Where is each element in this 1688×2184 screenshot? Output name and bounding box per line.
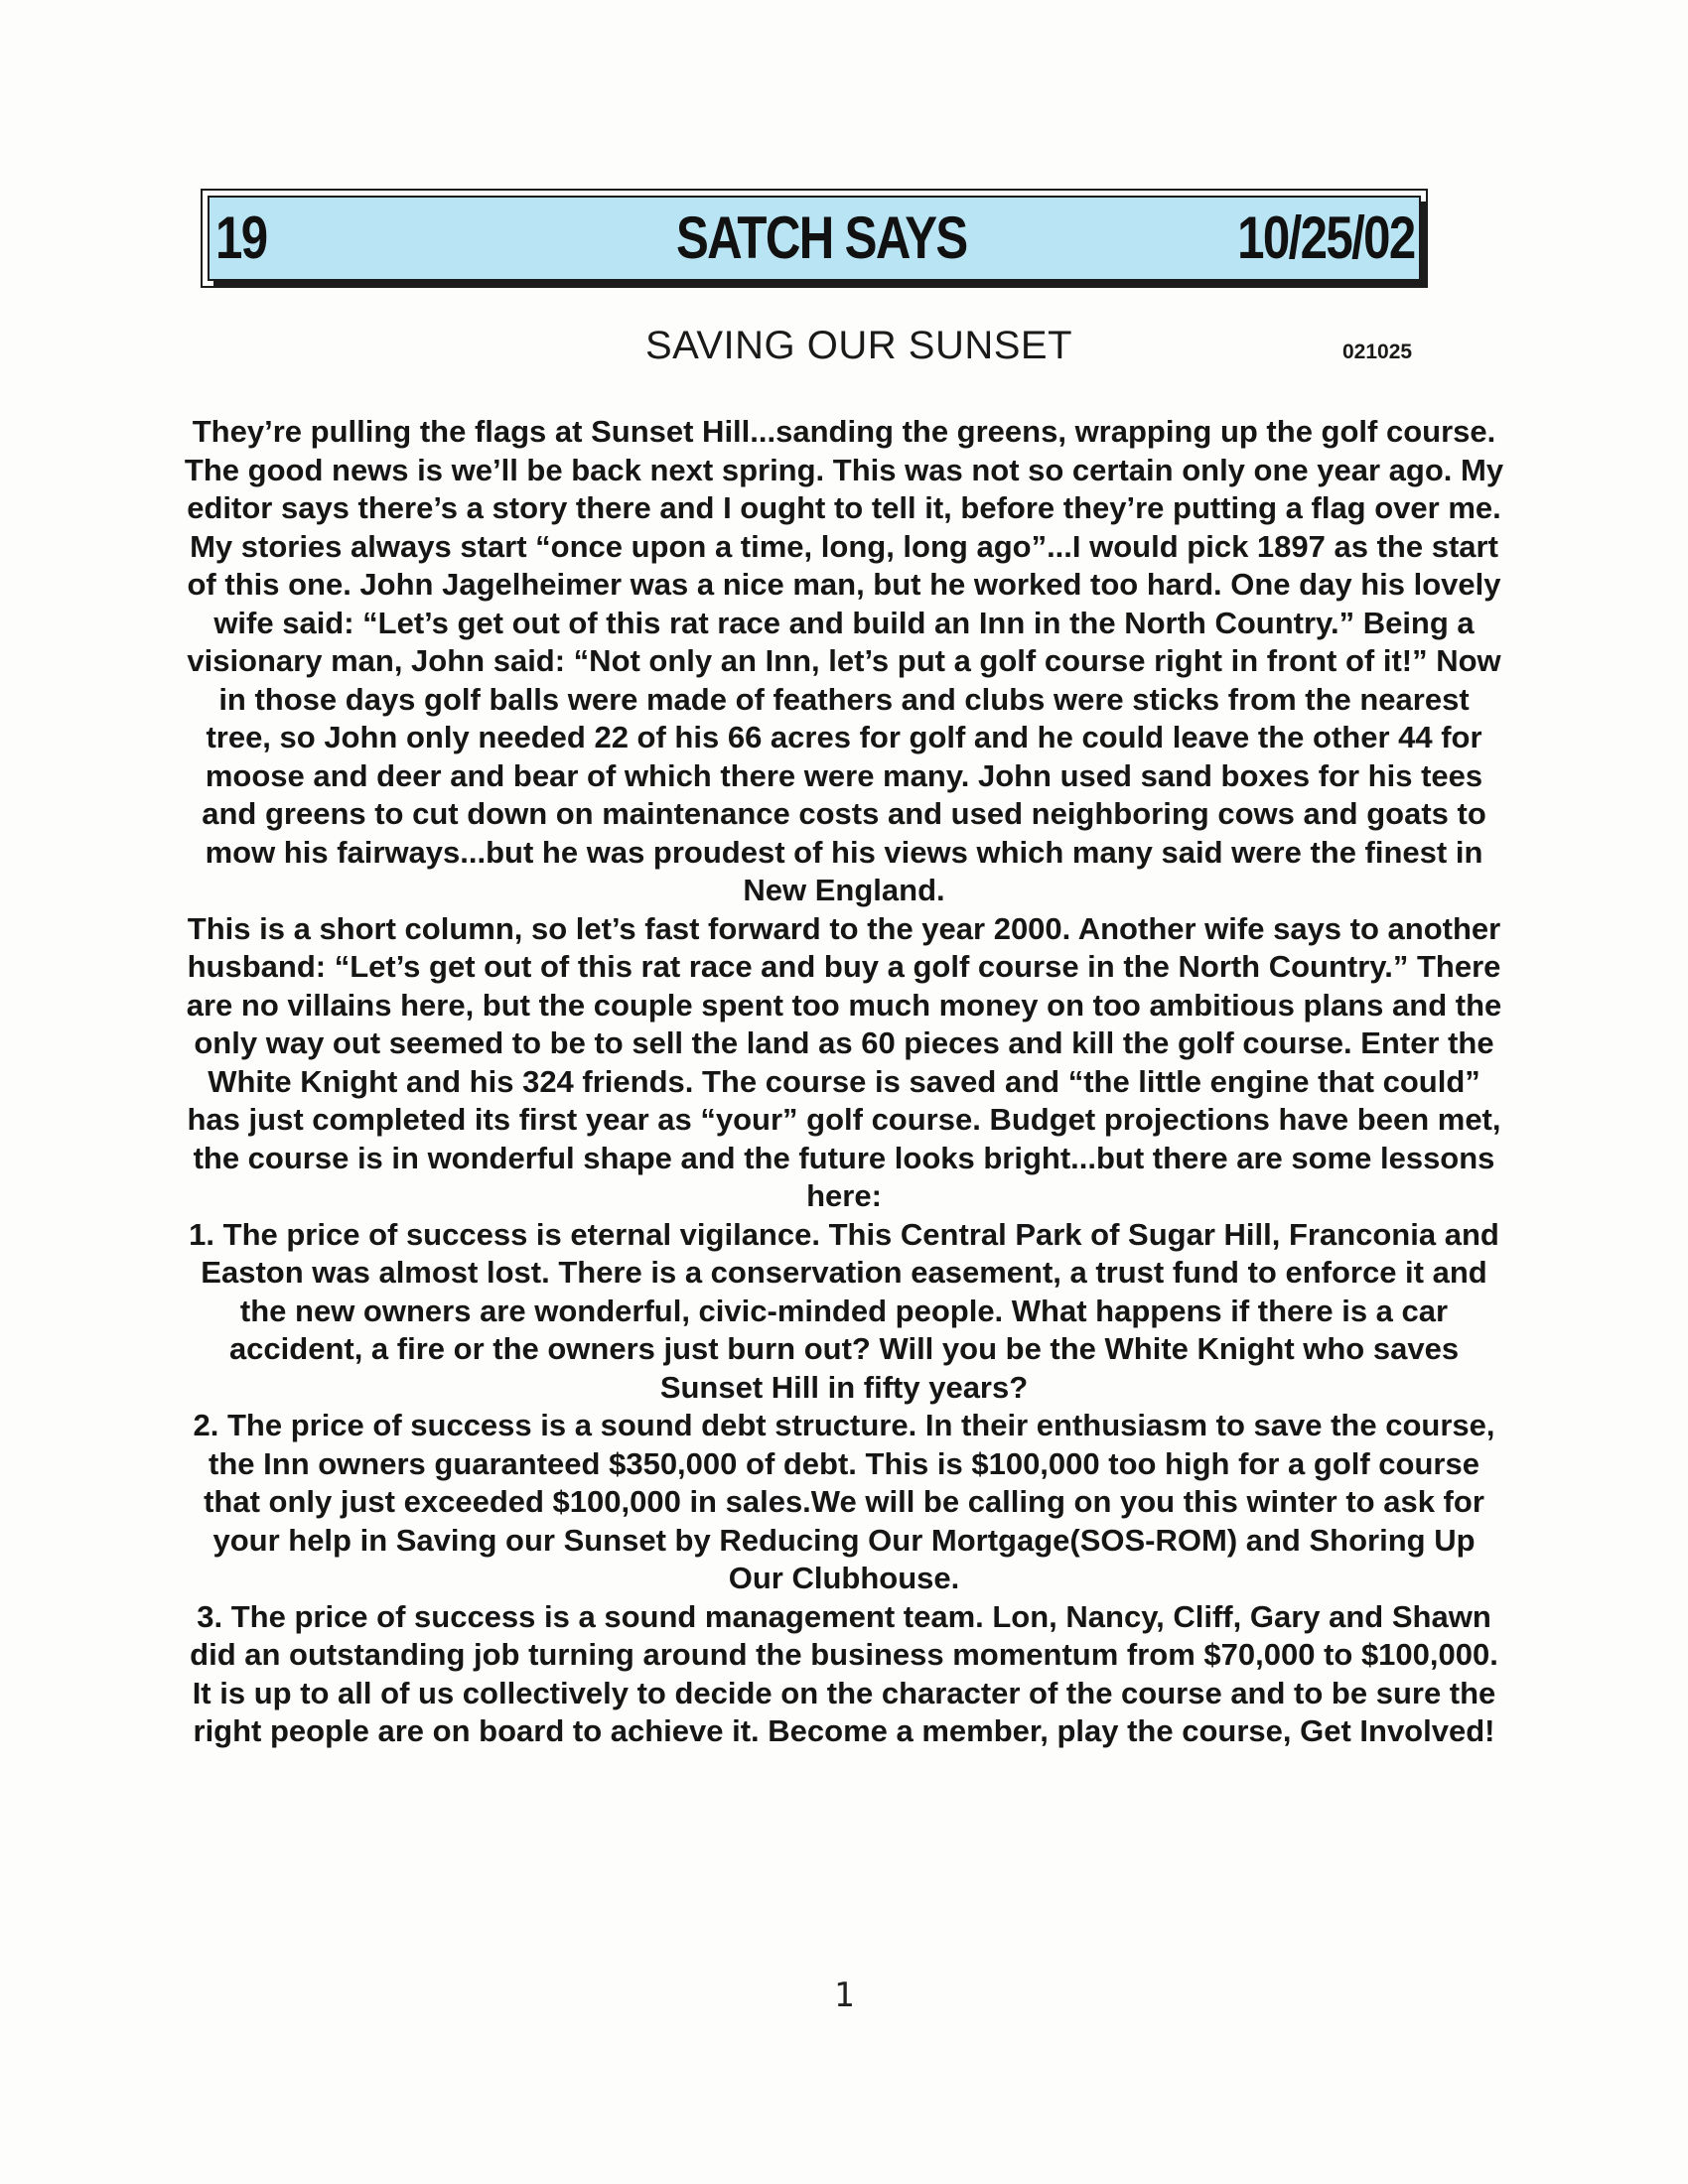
article-headline: SAVING OUR SUNSET xyxy=(644,324,1073,367)
masthead-inner xyxy=(208,196,1421,281)
lessons-list xyxy=(184,1216,1504,1751)
masthead-banner xyxy=(201,189,1428,288)
lesson-item-3: 3. The price of success is a sound management team. Lon, Nancy, Cliff, Gary and Shawn did an outstanding job turning around the business momentum from $70,000 to $100,000. It is up to all of us collectively to decide on the character of the course and to be sure the right people are on board to achieve it. Become a member, play the course, Get Involved! xyxy=(190,1598,1498,1748)
article-code: 021025 xyxy=(1342,341,1413,363)
paragraph-history: My stories always start “once upon a time, long, long ago”...I would pick 1897 as the start of this one. John Jagelheimer was a nice man, but he worked too hard. One day his lovely wife said: “Let’s get out of this rat race and build an Inn in the North Country.” Being a visionary man, John said: “Not only an Inn, let’s put a golf course right in front of it!” Now in those days golf balls were made of feathers and clubs were sticks from the nearest tree, so John only needed 22 of his 66 acres for golf and he could leave the other 44 for moose and deer and bear of which there were many. John used sand boxes for his tees and greens to cut down on maintenance costs and used neighboring cows and goats to mow his fairways...but he was proudest of his views which many said were the finest in New England. xyxy=(187,528,1501,907)
issue-date: 10/25/02 xyxy=(1237,205,1415,271)
issue-number: 19 xyxy=(215,205,267,271)
lesson-item-1: 1. The price of success is eternal vigilance. This Central Park of Sugar Hill, Franconia and Easton was almost lost. There is a conservation easement, a trust fund to enforce it and the new owners are wonderful, civic-minded people. What happens if there is a car accident, a fire or the owners just burn out? Will you be the White Knight who saves Sunset Hill in fifty years? xyxy=(189,1216,1499,1405)
page-number: 1 xyxy=(833,1976,855,2015)
paragraph-intro: They’re pulling the flags at Sunset Hill...sanding the greens, wrapping up the golf course. The good news is we’ll be back next spring. This was not so certain only one year ago. My editor says there’s a story there and I ought to tell it, before they’re putting a flag over me. xyxy=(184,414,1504,525)
lesson-item-2: 2. The price of success is a sound debt structure. In their enthusiasm to save the course, the Inn owners guaranteed $350,000 of debt. This is $100,000 too high for a golf course that only just exceeded $100,000 in sales.We will be calling on you this winter to ask for your help in Saving our Sunset by Reducing Our Mortgage(SOS-ROM) and Shoring Up Our Clubhouse. xyxy=(193,1408,1495,1595)
article-body xyxy=(184,413,1504,1751)
column-title: SATCH SAYS xyxy=(676,205,967,271)
paragraph-present: This is a short column, so let’s fast forward to the year 2000. Another wife says to another husband: “Let’s get out of this rat race and buy a golf course in the North Country.” There are no villains here, but the couple spent too much money on too ambitious plans and the only way out seemed to be to sell the land as 60 pieces and kill the golf course. Enter the White Knight and his 324 friends. The course is saved and “the little engine that could” has just completed its first year as “your” golf course. Budget projections have been met, the course is in wonderful shape and the future looks bright...but there are some lessons here: xyxy=(186,910,1502,1213)
